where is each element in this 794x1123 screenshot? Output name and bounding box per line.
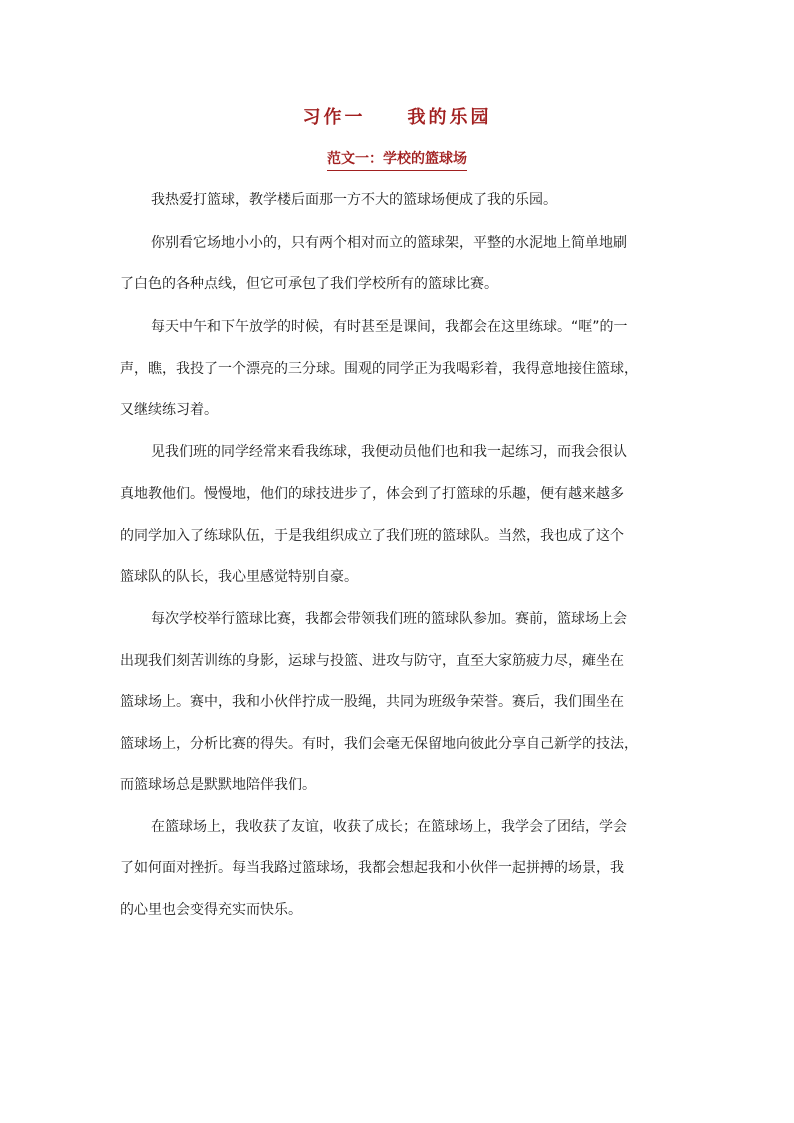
paragraph-line: 了如何面对挫折。每当我路过篮球场，我都会想起我和小伙伴一起拼搏的场景，我: [120, 860, 624, 876]
document-title: 习作一 我的乐园: [302, 107, 492, 128]
paragraph-line: 每次学校举行篮球比赛，我都会带领我们班的篮球队参加。赛前，篮球场上会: [151, 611, 627, 627]
paragraph-line: 每天中午和下午放学的时候，有时甚至是课间，我都会在这里练球。“哐”的一: [151, 319, 628, 335]
paragraph-line: 我热爱打篮球，教学楼后面那一方不大的篮球场便成了我的乐园。: [151, 192, 557, 208]
paragraph-line: 出现我们刻苦训练的身影，运球与投篮、进攻与防守，直至大家筋疲力尽，瘫坐在: [120, 653, 624, 669]
paragraph-line: 见我们班的同学经常来看我练球，我便动员他们也和我一起练习，而我会很认: [151, 444, 627, 460]
paragraph-line: 你别看它场地小小的，只有两个相对而立的篮球架，平整的水泥地上简单地刷: [151, 235, 627, 251]
paragraph-line: 真地教他们。慢慢地，他们的球技进步了，体会到了打篮球的乐趣，便有越来越多: [120, 486, 624, 502]
paragraph-line: 的同学加入了练球队伍，于是我组织成立了我们班的篮球队。当然，我也成了这个: [120, 528, 624, 544]
paragraph-line: 而篮球场总是默默地陪伴我们。: [120, 777, 316, 793]
paragraph-line: 在篮球场上，我收获了友谊，收获了成长；在篮球场上，我学会了团结，学会: [151, 819, 627, 835]
paragraph-line: 篮球场上，分析比赛的得失。有时，我们会毫无保留地向彼此分享自己新学的技法，: [120, 736, 638, 752]
paragraph-line: 又继续练习着。: [120, 402, 218, 418]
paragraph-line: 篮球场上。赛中，我和小伙伴拧成一股绳，共同为班级争荣誉。赛后，我们围坐在: [120, 694, 624, 710]
paragraph-line: 的心里也会变得充实而快乐。: [120, 902, 302, 918]
subtitle-container: [0, 148, 794, 171]
paragraph-line: 了白色的各种点线，但它可承包了我们学校所有的篮球比赛。: [120, 276, 498, 292]
paragraph-line: 篮球队的队长，我心里感觉特别自豪。: [120, 569, 358, 585]
document-subtitle: 范文一：学校的篮球场: [327, 148, 467, 171]
paragraph-line: 声，瞧，我投了一个漂亮的三分球。围观的同学正为我喝彩着，我得意地接住篮球，: [120, 361, 638, 377]
